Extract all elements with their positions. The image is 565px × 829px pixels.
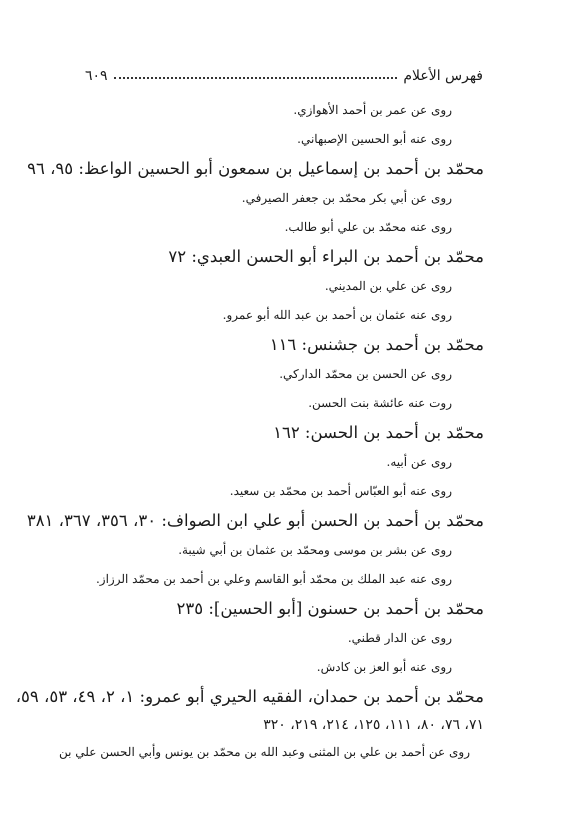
narration-line: روى عن الدار قطني.: [347, 631, 452, 645]
narration-line: روى عنه عثمان بن أحمد بن عبد الله أبو عمرو.: [222, 308, 452, 322]
entry-name: محمّد بن أحمد بن جشنس: ١١٦: [269, 335, 484, 354]
index-entry: [78, 330, 484, 418]
narration-line: روى عن الحسن بن محمّد الداركي.: [279, 367, 452, 381]
narration-line: روى عنه أبو العز بن كادش.: [316, 660, 452, 674]
narration-line: روى عن عمر بن أحمد الأهوازي.: [293, 103, 452, 117]
page-number: ٦٠٩: [85, 68, 108, 84]
running-header: [85, 62, 483, 84]
entry-name: محمّد بن أحمد بن البراء أبو الحسن العبدي: ٧٢: [168, 247, 484, 266]
entry-name: محمّد بن أحمد بن الحسن أبو علي ابن الصواف: ٣٠، ٣٥٦، ٣٦٧، ٣٨١: [26, 511, 484, 530]
narration-line: روى عن علي بن المديني.: [324, 279, 452, 293]
narration-line: روى عن أحمد بن علي بن المثنى وعبد الله بن محمّد بن يونس وأبي الحسن علي بن: [58, 745, 470, 759]
index-entry: [78, 96, 484, 154]
index-entry: [26, 506, 484, 594]
narration-line: روى عنه عبد الملك بن محمّد أبو القاسم وعلي بن أحمد بن محمّد الرزاز.: [95, 572, 452, 586]
narration-line: روى عنه أبو الحسين الإصبهاني.: [297, 132, 452, 146]
narration-line: روت عنه عائشة بنت الحسن.: [308, 396, 452, 410]
narration-line: روى عن أبي بكر محمّد بن جعفر الصيرفي.: [241, 191, 452, 205]
entry-name: محمّد بن أحمد بن إسماعيل بن سمعون أبو الحسين الواعظ: ٩٥، ٩٦: [27, 159, 484, 178]
narration-line: روى عنه أبو العبّاس أحمد بن محمّد بن سعيد.: [229, 484, 452, 498]
entry-name: محمّد بن أحمد بن حسنون [أبو الحسين]: ٢٣٥: [176, 599, 484, 618]
index-entry: [78, 418, 484, 506]
narration-line: روى عن بشر بن موسى ومحمّد بن عثمان بن أبي شيبة.: [178, 543, 452, 557]
index-entry: [27, 154, 484, 242]
index-entry: [78, 594, 484, 682]
narration-line: روى عن أبيه.: [386, 455, 452, 469]
index-entries: [15, 96, 484, 767]
index-entry: [78, 242, 484, 330]
header-leader-dots: [114, 76, 398, 79]
narration-line: روى عنه محمّد بن علي أبو طالب.: [284, 220, 452, 234]
header-title: فهرس الأعلام: [403, 68, 483, 84]
entry-name: محمّد بن أحمد بن الحسن: ١٦٢: [273, 423, 484, 442]
entry-name: محمّد بن أحمد بن حمدان، الفقيه الحيري أبو عمرو: ١، ٢، ٤٩، ٥٣، ٥٩،: [15, 687, 484, 706]
entry-name-continuation: ٧١، ٧٦، ٨٠، ١١١، ١٢٥، ٢١٤، ٢١٩، ٣٢٠: [263, 717, 484, 733]
index-entry: [15, 682, 484, 767]
